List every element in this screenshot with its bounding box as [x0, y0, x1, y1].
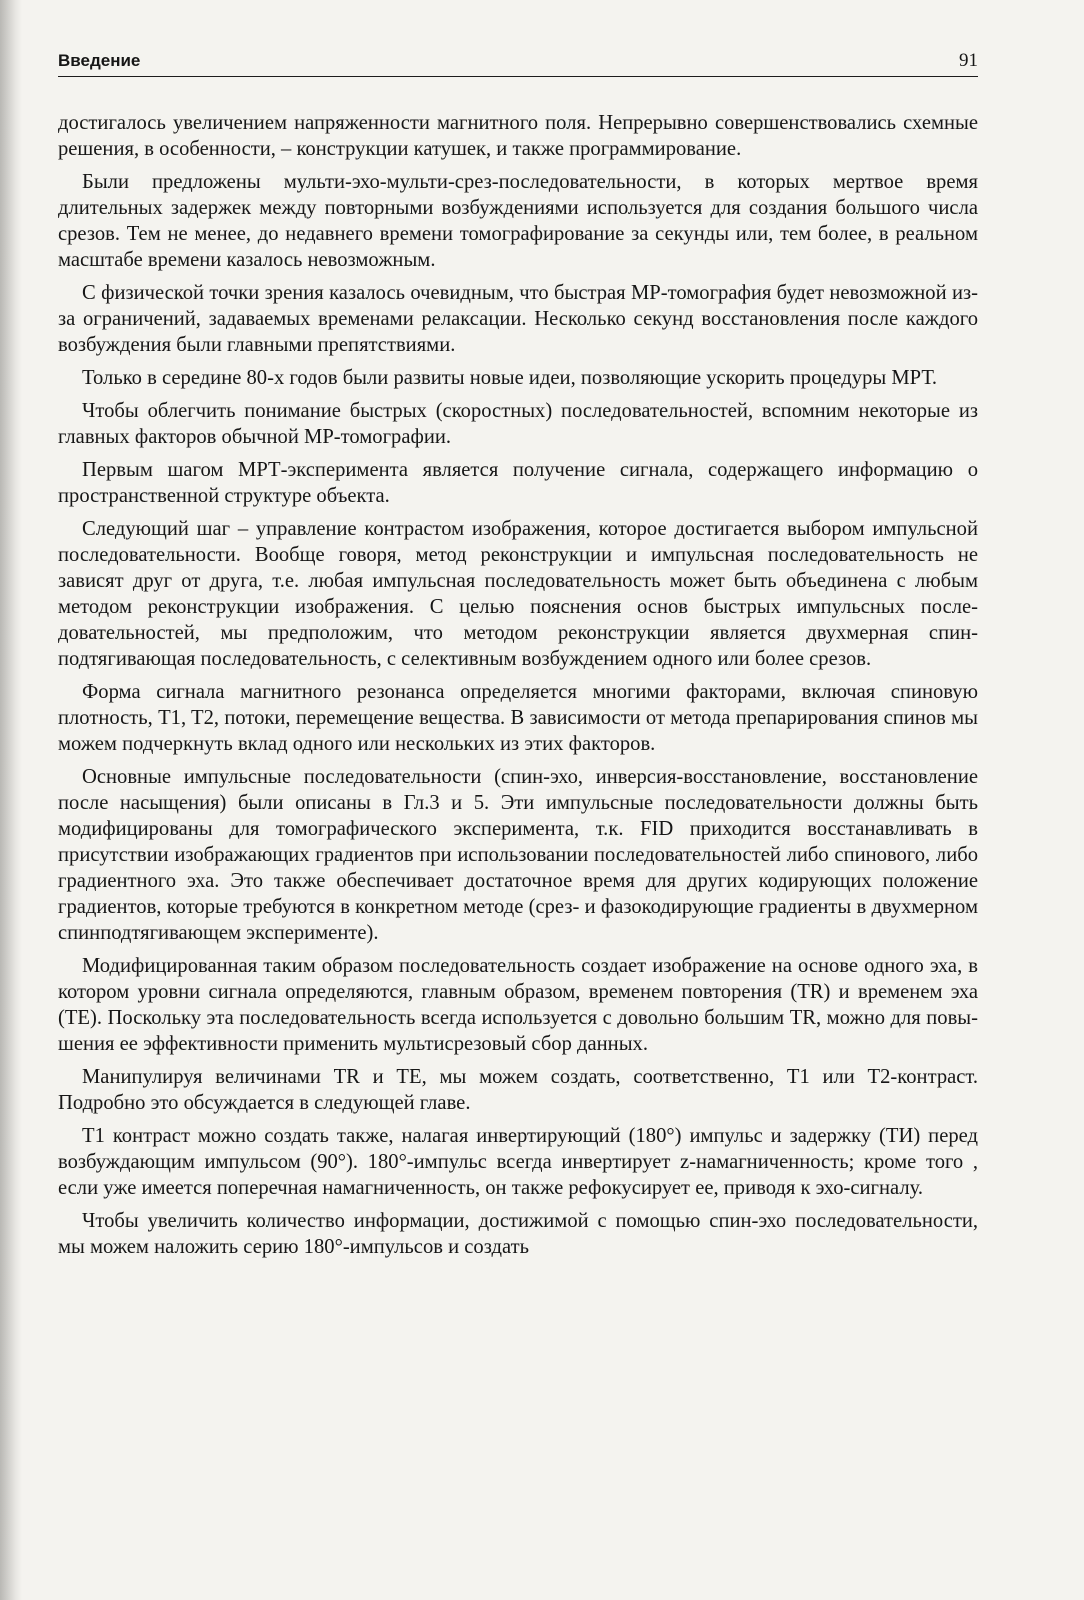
paragraph-continuation: достигалось увеличением напряженности магнитного поля. Непрерывно совершенствовались схемные решения, в особенности, – конструкции катушек, и также программирование. [58, 112, 978, 160]
binding-shadow [0, 0, 22, 1600]
page-number: 91 [959, 50, 978, 71]
running-head [58, 44, 978, 77]
paragraph: Манипулируя величинами TR и TE, мы можем создать, соответственно, T1 или T2-контраст. Подробно это обсуждается в следующей главе. [58, 1066, 978, 1114]
paragraph: Форма сигнала магнитного резонанса определяется многими факторами, включая спиновую плотность, T1, T2, потоки, перемещение вещества. В зависимости от метода препарирования спинов мы можем подчеркнуть вклад одного или нескольких из этих факторов. [58, 681, 978, 755]
paragraph: Чтобы облегчить понимание быстрых (скоростных) последовательностей, вспомним некоторые из главных факторов обычной МР-томографии. [58, 400, 978, 448]
book-page [58, 44, 978, 1267]
paragraph: T1 контраст можно создать также, налагая инвертирующий (180°) импульс и задержку (ТИ) перед возбуждающим импульсом (90°). 180°-импульс всегда инвертирует z-намагниченность; кроме того , если уже имеется поперечная намагниченность, он также рефокусирует ее, приводя к эхо-сигналу. [58, 1125, 978, 1199]
paragraph: Модифицированная таким образом последовательность создает изображение на основе одного эха, в котором уровни сигнала определяются, главным образом, временем повторения (TR) и временем эха (TE). Поскольку эта последовательность всегда используется с довольно большим TR, можно для повышения ее эффективности применить мультисрезовый сбор данных. [58, 955, 978, 1055]
section-title: Введение [58, 51, 141, 70]
paragraph: С физической точки зрения казалось очевидным, что быстрая МР-томография будет невозможной из-за ограничений, задаваемых временами релаксации. Несколько секунд восстановления после каждого возбуждения были главными препятствиями. [58, 282, 978, 356]
paragraph: Следующий шаг – управление контрастом изображения, которое достигается выбором импульсной последовательности. Вообще говоря, метод реконструкции и импульсная последовательность не зависят друг от друга, т.е. любая импульсная последовательность может быть объединена с любым методом реконструкции изображения. С целью пояснения основ быстрых импульсных последовательностей, мы предположим, что методом реконструкции является двухмерная спин-подтягивающая последовательность, с селективным возбуждением одного или более срезов. [58, 518, 978, 670]
paragraph: Основные импульсные последовательности (спин-эхо, инверсия-восстановление, восстановление после насыщения) были описаны в Гл.3 и 5. Эти импульсные последовательности должны быть модифицированы для томографического эксперимента, т.к. FID приходится восстанавливать в присутствии изображающих градиентов при использовании последовательностей либо спинового, либо градиентного эха. Это также обеспечивает достаточное время для других кодирующих положение градиентов, которые требуются в конкретном методе (срез- и фазокодирующие градиенты в двухмерном спинподтягивающем эксперименте). [58, 766, 978, 944]
body-text [58, 110, 978, 1260]
paragraph: Были предложены мульти-эхо-мульти-срез-последовательности, в которых мертвое время длительных задержек между повторными возбуждениями используется для создания большого числа срезов. Тем не менее, до недавнего времени томографирование за секунды или, тем более, в реальном масштабе времени казалось невозможным. [58, 171, 978, 271]
paragraph: Только в середине 80-х годов были развиты новые идеи, позволяющие ускорить процедуры МРТ. [82, 367, 938, 389]
paragraph: Чтобы увеличить количество информации, достижимой с помощью спин-эхо последовательности, мы можем наложить серию 180°-импульсов и создать [58, 1210, 978, 1258]
paragraph: Первым шагом МРТ-эксперимента является получение сигнала, содержащего информацию о пространственной структуре объекта. [58, 459, 978, 507]
